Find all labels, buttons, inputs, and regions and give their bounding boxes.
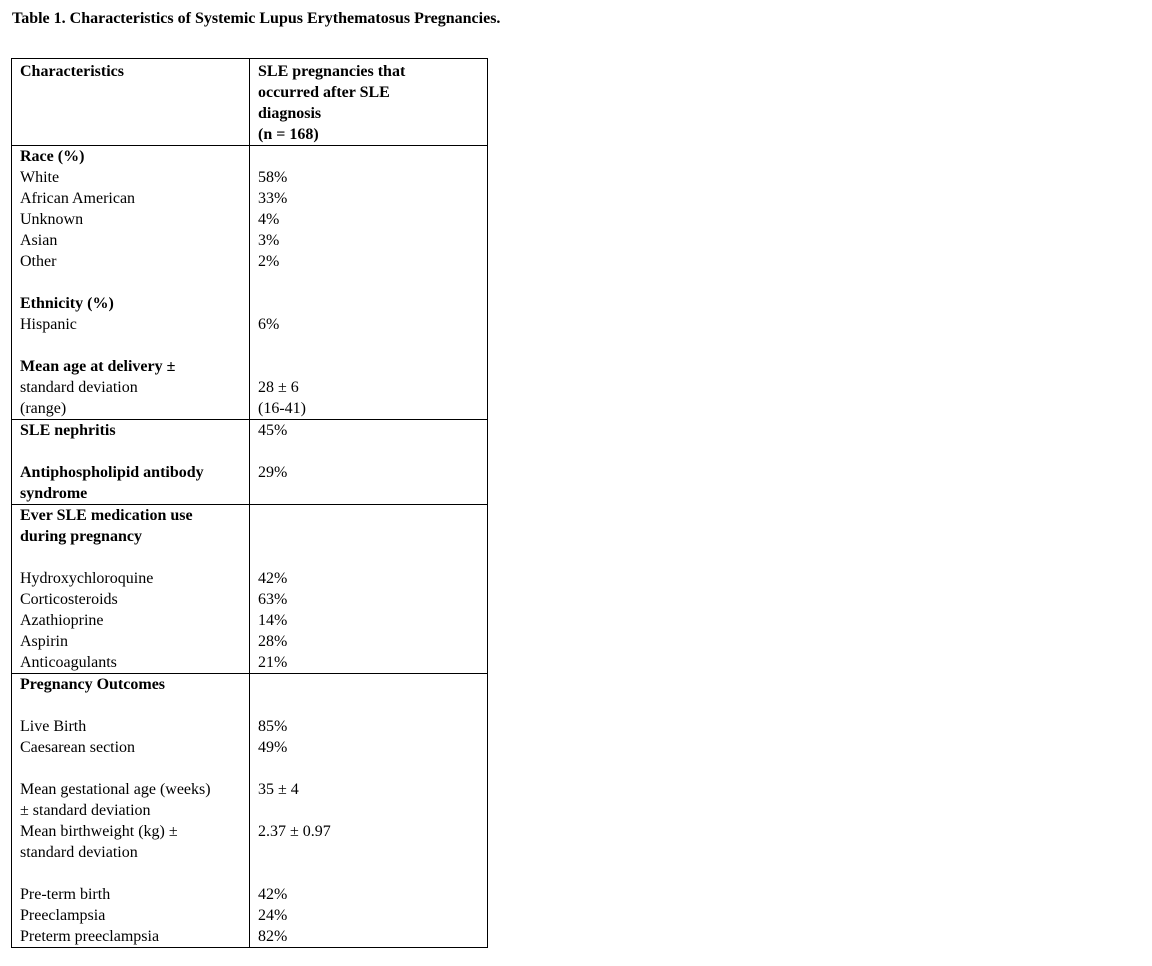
characteristic-value: 2.37 ± 0.97 bbox=[258, 823, 331, 840]
characteristic-value bbox=[258, 335, 487, 356]
characteristic-value bbox=[258, 146, 487, 167]
characteristic-value bbox=[258, 674, 487, 695]
characteristic-value: 6% bbox=[258, 316, 280, 333]
header-characteristics bbox=[12, 59, 250, 146]
characteristic-value: 82% bbox=[258, 928, 288, 945]
characteristic-value: 28 ± 6 bbox=[258, 379, 299, 396]
characteristic-value bbox=[258, 356, 487, 377]
characteristic-value: 35 ± 4 bbox=[258, 781, 299, 798]
characteristic-label: Ethnicity (%) bbox=[20, 295, 114, 312]
characteristic-value: 29% bbox=[258, 464, 288, 481]
characteristic-label bbox=[20, 547, 249, 568]
characteristic-value: 4% bbox=[258, 211, 280, 228]
characteristic-label: White bbox=[20, 169, 60, 186]
characteristic-label: Race (%) bbox=[20, 148, 85, 165]
table-section-row bbox=[12, 146, 488, 420]
characteristic-value bbox=[258, 272, 487, 293]
header-line: (n = 168) bbox=[258, 126, 319, 143]
characteristic-label: Pregnancy Outcomes bbox=[20, 676, 166, 693]
characteristic-label bbox=[20, 335, 249, 356]
characteristic-label: Mean age at delivery ± bbox=[20, 358, 176, 375]
characteristic-label: Aspirin bbox=[20, 633, 68, 650]
characteristic-label: Asian bbox=[20, 232, 58, 249]
characteristic-value: 3% bbox=[258, 232, 280, 249]
table-section-row bbox=[12, 420, 488, 505]
table-section-row bbox=[12, 674, 488, 948]
characteristic-cell bbox=[12, 420, 250, 505]
characteristic-label bbox=[20, 272, 249, 293]
characteristic-value: 63% bbox=[258, 591, 288, 608]
characteristic-value bbox=[258, 293, 487, 314]
characteristic-label: Unknown bbox=[20, 211, 84, 228]
header-line: occurred after SLE bbox=[258, 84, 390, 101]
characteristic-label: Caesarean section bbox=[20, 739, 136, 756]
characteristic-cell bbox=[12, 505, 250, 674]
characteristics-table bbox=[11, 58, 488, 948]
characteristic-value: 21% bbox=[258, 654, 288, 671]
characteristic-label: Live Birth bbox=[20, 718, 87, 735]
value-cell bbox=[250, 420, 488, 505]
characteristic-label: Pre-term birth bbox=[20, 886, 111, 903]
characteristic-value: 85% bbox=[258, 718, 288, 735]
header-sle-pregnancies bbox=[250, 59, 488, 146]
characteristic-label: Ever SLE medication use bbox=[20, 507, 193, 524]
characteristic-value bbox=[258, 800, 487, 821]
characteristic-label bbox=[20, 863, 249, 884]
value-cell bbox=[250, 505, 488, 674]
header-line: Characteristics bbox=[20, 63, 124, 80]
table-title: Table 1. Characteristics of Systemic Lupus Erythematosus Pregnancies. bbox=[12, 10, 501, 27]
characteristic-value bbox=[258, 441, 487, 462]
characteristic-value: (16-41) bbox=[258, 400, 306, 417]
characteristic-value bbox=[258, 505, 487, 526]
characteristic-label: Hispanic bbox=[20, 316, 77, 333]
characteristic-value: 58% bbox=[258, 169, 288, 186]
characteristic-label: Preterm preeclampsia bbox=[20, 928, 160, 945]
characteristic-label bbox=[20, 441, 249, 462]
characteristic-value bbox=[258, 842, 487, 863]
characteristic-label: during pregnancy bbox=[20, 528, 142, 545]
characteristic-value bbox=[258, 758, 487, 779]
characteristic-value: 28% bbox=[258, 633, 288, 650]
characteristic-label: ± standard deviation bbox=[20, 802, 151, 819]
characteristic-label: African American bbox=[20, 190, 136, 207]
table-header-row bbox=[12, 59, 488, 146]
value-cell bbox=[250, 146, 488, 420]
characteristic-value: 49% bbox=[258, 739, 288, 756]
characteristic-label bbox=[20, 695, 249, 716]
characteristic-label: Anticoagulants bbox=[20, 654, 117, 671]
characteristic-label: syndrome bbox=[20, 485, 88, 502]
characteristic-label: Preeclampsia bbox=[20, 907, 106, 924]
table-section-row bbox=[12, 505, 488, 674]
characteristic-label: Hydroxychloroquine bbox=[20, 570, 154, 587]
characteristic-cell bbox=[12, 674, 250, 948]
characteristic-value: 24% bbox=[258, 907, 288, 924]
value-cell bbox=[250, 674, 488, 948]
characteristic-value bbox=[258, 547, 487, 568]
characteristic-value: 45% bbox=[258, 422, 288, 439]
characteristic-value bbox=[258, 526, 487, 547]
characteristic-label: Antiphospholipid antibody bbox=[20, 464, 204, 481]
characteristic-label: standard deviation bbox=[20, 844, 138, 861]
characteristic-label: Mean birthweight (kg) ± bbox=[20, 823, 178, 840]
characteristic-label: Mean gestational age (weeks) bbox=[20, 781, 211, 798]
characteristic-value: 42% bbox=[258, 886, 288, 903]
characteristic-label: Azathioprine bbox=[20, 612, 104, 629]
characteristic-label: Other bbox=[20, 253, 57, 270]
characteristic-value: 33% bbox=[258, 190, 288, 207]
characteristic-value bbox=[258, 483, 487, 504]
characteristic-label bbox=[20, 758, 249, 779]
characteristic-label: (range) bbox=[20, 400, 67, 417]
header-line: diagnosis bbox=[258, 105, 322, 122]
characteristic-value: 42% bbox=[258, 570, 288, 587]
characteristic-label: SLE nephritis bbox=[20, 422, 116, 439]
header-line: SLE pregnancies that bbox=[258, 63, 406, 80]
characteristic-value: 14% bbox=[258, 612, 288, 629]
characteristic-value: 2% bbox=[258, 253, 280, 270]
characteristic-label: standard deviation bbox=[20, 379, 138, 396]
characteristic-value bbox=[258, 695, 487, 716]
characteristic-cell bbox=[12, 146, 250, 420]
characteristic-value bbox=[258, 863, 487, 884]
characteristic-label: Corticosteroids bbox=[20, 591, 118, 608]
